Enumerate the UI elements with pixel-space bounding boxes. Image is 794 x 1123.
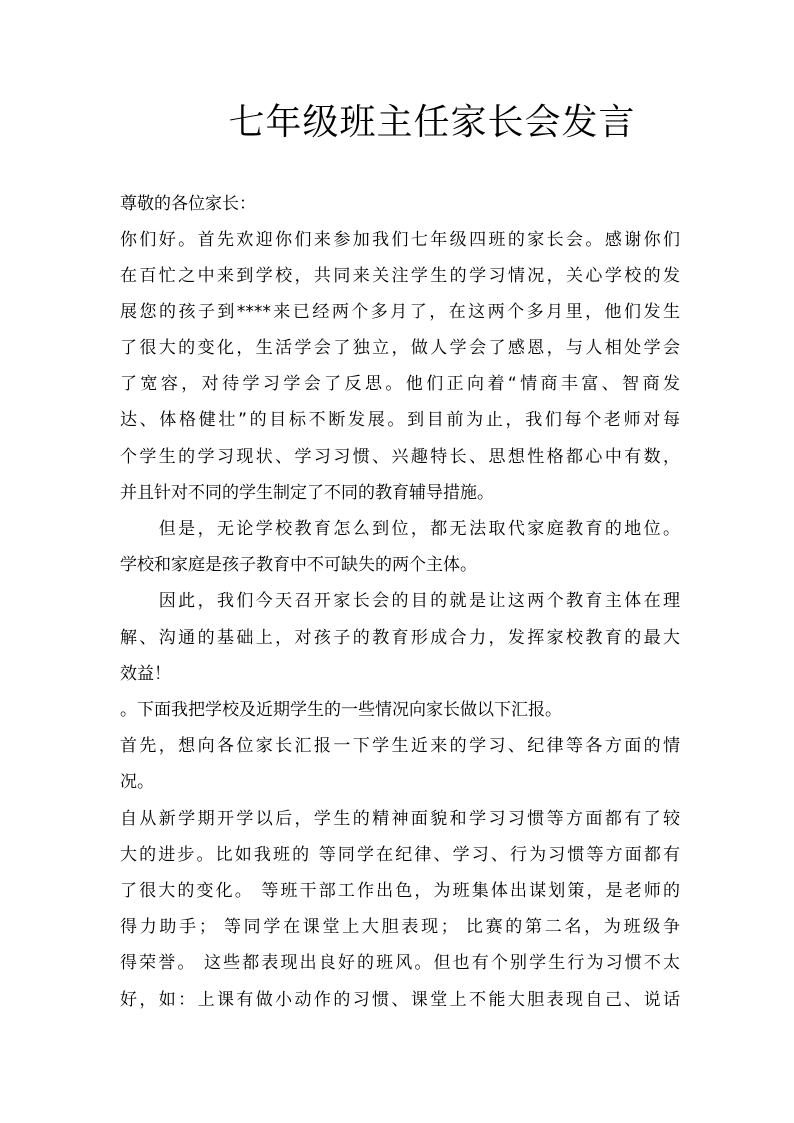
body-line: 但是，无论学校教育怎么到位，都无法取代家庭教育的地位。 <box>120 519 680 539</box>
body-line: 达、体格健壮”的目标不断发展。到目前为止，我们每个老师对每 <box>120 410 680 430</box>
body-line: 。下面我把学校及近期学生的一些情况向家长做以下汇报。 <box>120 700 562 720</box>
body-line: 了很大的变化，生活学会了独立，做人学会了感恩，与人相处学会 <box>120 338 680 358</box>
body-line: 得力助手； 等同学在课堂上大胆表现； 比赛的第二名，为班级争 <box>120 917 680 937</box>
body-line: 并且针对不同的学生制定了不同的教育辅导措施。 <box>120 483 494 503</box>
body-line: 因此，我们今天召开家长会的目的就是让这两个教育主体在理 <box>120 591 680 611</box>
page-title: 七年级班主任家长会发言 <box>228 102 636 143</box>
body-line: 效益！ <box>120 664 171 684</box>
body-line: 解、沟通的基础上，对孩子的教育形成合力，发挥家校教育的最大 <box>120 628 680 648</box>
body-line: 学校和家庭是孩子教育中不可缺失的两个主体。 <box>120 555 477 575</box>
body-line: 好，如：上课有做小动作的习惯、课堂上不能大胆表现自己、说话 <box>120 990 680 1010</box>
body-line: 况。 <box>120 772 154 792</box>
body-line: 首先，想向各位家长汇报一下学生近来的学习、纪律等各方面的情 <box>120 736 680 756</box>
body-line: 了很大的变化。 等班干部工作出色，为班集体出谋划策，是老师的 <box>120 881 680 901</box>
body-line: 你们好。首先欢迎你们来参加我们七年级四班的家长会。感谢你们 <box>120 230 680 250</box>
body-line: 在百忙之中来到学校，共同来关注学生的学习情况，关心学校的发 <box>120 266 680 286</box>
body-line: 得荣誉。 这些都表现出良好的班风。但也有个别学生行为习惯不太 <box>120 953 680 973</box>
body-line: 自从新学期开学以后，学生的精神面貌和学习习惯等方面都有了较 <box>120 809 680 829</box>
body-line: 大的进步。比如我班的 等同学在纪律、学习、行为习惯等方面都有 <box>120 845 680 865</box>
body-line: 尊敬的各位家长： <box>120 194 256 214</box>
body-line: 个学生的学习现状、学习习惯、兴趣特长、思想性格都心中有数， <box>120 447 680 467</box>
body-line: 展您的孩子到****来已经两个多月了，在这两个多月里，他们发生 <box>120 302 680 322</box>
body-line: 了宽容，对待学习学会了反思。他们正向着“情商丰富、智商发 <box>120 374 680 394</box>
